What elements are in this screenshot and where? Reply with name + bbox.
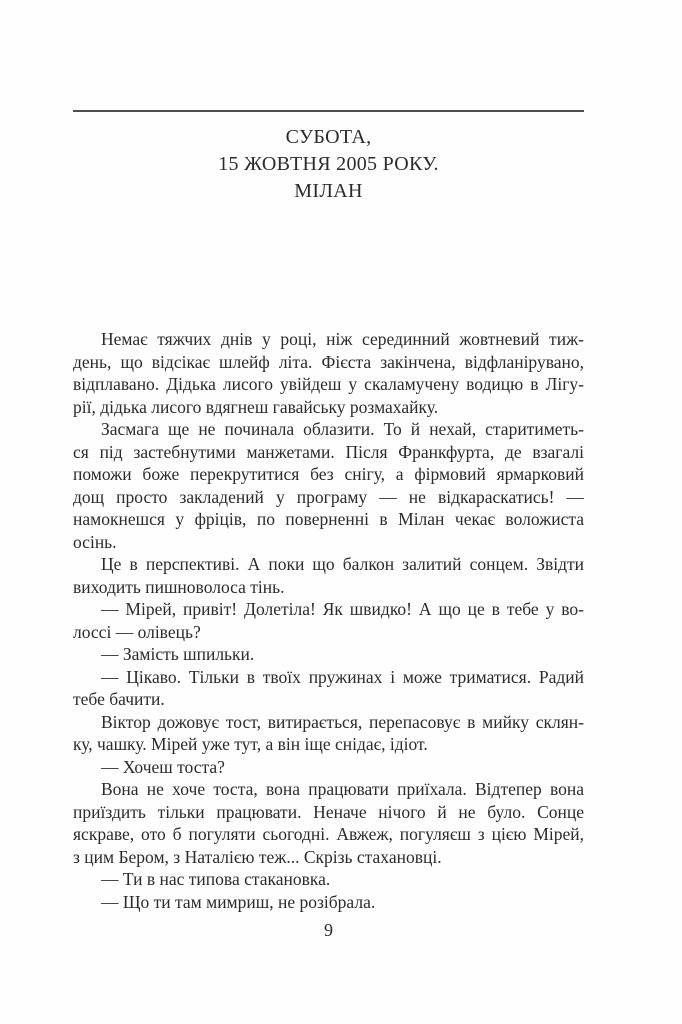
text-line: ку, чашку. Мірей уже тут, а він іще снідає, ідіот. (73, 734, 428, 754)
text-line: ся під застебнутими манжетами. Після Франкфурта, де взагалі (73, 441, 584, 462)
text-line: Вона не хоче тоста, вона працювати приїхала. Відтепер вона (101, 779, 584, 799)
text-line: відплавано. Дідька лисого увійдеш у скаламучену водицю в Лігу- (73, 374, 584, 394)
text-line: — Цікаво. Тільки в твоїх пружинах і може триматися. Радий (101, 666, 584, 687)
chapter-divider-rule (73, 110, 584, 112)
text-line: — Замість шпильки. (101, 644, 255, 664)
chapter-heading-line-1: СУБОТА, (285, 126, 372, 148)
text-line: — Що ти там мимриш, не розібрала. (101, 891, 376, 912)
paragraph-dialogue (73, 643, 584, 666)
text-line: лоссі — олівець? (73, 621, 201, 642)
chapter-heading (73, 124, 584, 205)
text-line: намокнешся у фріців, по поверненні в Мілан чекає воложиста (73, 509, 584, 529)
paragraph (73, 328, 584, 418)
text-line: яскраве, ото б погуляти сьогодні. Авжеж, погуляєш з цією Мірей, (73, 824, 584, 844)
text-line: — Мірей, привіт! Долетіла! Як швидко! А що це в тебе у во- (101, 599, 584, 619)
text-line: рії, дідька лисого вдягнеш гавайську розмахайку. (73, 396, 439, 417)
paragraph-dialogue (73, 891, 584, 914)
text-line: день, що відсікає шлейф літа. Фієста закінчена, відфланірувано, (73, 351, 584, 372)
text-line: — Ти в нас типова стакановка. (101, 869, 331, 889)
text-line: осінь. (73, 531, 117, 552)
chapter-heading-line-3: МІЛАН (294, 180, 363, 202)
paragraph (73, 418, 584, 553)
paragraph-dialogue (73, 868, 584, 891)
chapter-heading-line-2: 15 ЖОВТНЯ 2005 РОКУ. (218, 153, 439, 175)
text-line: Засмага ще не починала облазити. То й нехай, старитиметь- (101, 419, 584, 439)
text-line: з цим Бером, з Наталією теж... Скрізь стахановці. (73, 846, 442, 867)
text-line: — Хочеш тоста? (101, 756, 225, 777)
paragraph (73, 553, 584, 598)
page-number: 9 (324, 920, 333, 940)
text-line: приїздить тільки працювати. Неначе нічого й не було. Сонце (73, 801, 584, 822)
paragraph-dialogue (73, 666, 584, 711)
text-line: Віктор дожовує тост, витирається, перепасовує в мийку склян- (101, 711, 584, 732)
text-line: Немає тяжчих днів у році, ніж серединний жовтневий тиж- (101, 329, 584, 349)
body-text (73, 328, 584, 913)
text-line: тебе бачити. (73, 689, 165, 709)
text-line: Це в перспективі. А поки що балкон залитий сонцем. Звідти (101, 554, 584, 574)
paragraph (73, 711, 584, 756)
text-line: виходить пишноволоса тінь. (73, 576, 285, 597)
paragraph (73, 778, 584, 868)
text-line: поможи боже перекрутитися без снігу, а фірмовий ярмарковий (73, 464, 584, 484)
text-line: дощ просто закладений у програму — не відкараскатись! — (73, 486, 584, 507)
paragraph-dialogue (73, 756, 584, 779)
paragraph-dialogue (73, 598, 584, 643)
